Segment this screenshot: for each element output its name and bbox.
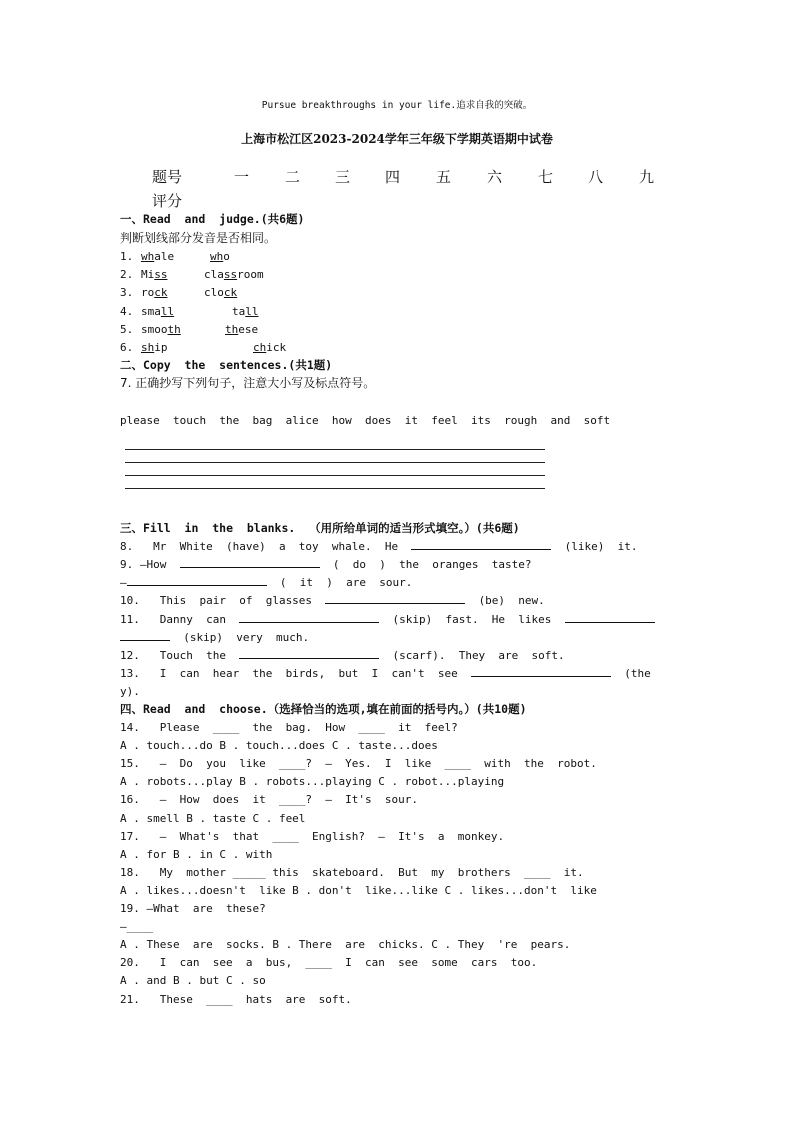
word-part: smoo [141,322,168,336]
q13-text-a: 13. I can hear the birds, but I can't see [120,667,458,680]
score-col-5: 五 [436,168,452,186]
judge-item [120,266,264,284]
word-part: ese [238,322,259,336]
underlined-letters: ck [154,286,168,300]
score-col-3: 三 [335,168,351,186]
word-part: ip [154,341,168,354]
question-9a [120,556,532,574]
judge-item-number: 1. [120,250,134,263]
q12-text-b: (scarf). They are soft. [392,649,565,662]
q11-blank-2b[interactable] [120,629,170,641]
question-12 [120,647,565,665]
word-part: ta [232,304,246,318]
score-header-label: 题号 [152,168,183,186]
underlined-letters: ll [160,304,175,318]
section4-heading: 四、Read and choose.（选择恰当的选项,填在前面的括号内。）(共10题) [120,702,527,716]
underlined-letters: ss [223,268,238,282]
underlined-letters: wh [210,250,224,263]
judge-word-2 [204,266,264,284]
q12-text-a: 12. Touch the [120,649,226,662]
word-part: ro [141,286,155,300]
judge-item [120,339,287,357]
section1-heading: 一、Read and judge.(共6题) [120,212,305,226]
underlined-letters: ch [253,341,267,354]
judge-word-2 [210,248,230,266]
underlined-letters: ss [154,268,168,282]
writing-line-1[interactable] [125,449,545,450]
judge-word-1 [141,321,181,339]
q10-text-a: 10. This pair of glasses [120,594,313,607]
q13-text-b: (the [624,667,651,680]
choice-question: 19. —What are these? [120,902,266,915]
underlined-letters: sh [141,341,155,354]
section2-heading: 二、Copy the sentences.(共1题) [120,358,333,372]
score-col-9: 九 [639,168,655,186]
underlined-letters: ck [223,286,238,300]
judge-item [120,321,259,339]
q9-text-b: ( do ) the oranges taste? [332,558,532,571]
judge-word-1 [141,284,168,302]
judge-word-2 [204,284,237,302]
word-part: ale [154,250,175,263]
judge-word-2 [225,321,258,339]
q9b-text-b: ( it ) are sour. [279,576,413,589]
score-col-7: 七 [538,168,554,186]
judge-item-number: 3. [120,286,134,300]
q8-text-a: 8. Mr White (have) a toy whale. He [120,540,399,553]
judge-word-1 [141,339,168,357]
judge-word-1 [141,303,174,321]
question-11a [120,611,655,629]
question-13b: y). [120,685,140,698]
judge-item-number: 5. [120,322,134,336]
question-13a [120,665,651,683]
judge-item-number: 2. [120,268,134,282]
word-part: Mi [141,268,155,282]
word-part: sma [141,304,161,318]
word-part: clo [204,286,224,300]
choice-question: 21. These ____ hats are soft. [120,992,352,1006]
judge-item [120,284,238,302]
word-part: room [237,268,264,282]
q10-blank[interactable] [325,592,465,604]
q11-text-b: (skip) fast. He likes [392,613,552,626]
choice-options: A . likes...doesn't like B . don't like...like C . likes...don't like [120,883,597,897]
q11-text-a: 11. Danny can [120,613,226,626]
question-11b [120,629,309,647]
writing-line-3[interactable] [125,475,545,476]
score-col-2: 二 [285,168,301,186]
choice-question: 17. — What's that ____ English? — It's a monkey. [120,829,505,843]
question-9b [120,574,412,592]
q11-blank-2a[interactable] [565,611,655,623]
judge-item [120,303,259,321]
score-col-6: 六 [487,168,503,186]
writing-line-4[interactable] [125,488,545,489]
q9-blank-1[interactable] [180,556,320,568]
score-col-8: 八 [588,168,604,186]
judge-word-1 [141,266,168,284]
q11b-text: (skip) very much. [183,631,310,644]
choice-question: 20. I can see a bus, ____ I can see some cars too. [120,956,538,970]
judge-word-2 [232,303,259,321]
word-part: o [223,250,230,263]
choice-question: 18. My mother _____ this skateboard. But my brothers ____ it. [120,865,584,879]
underlined-letters: th [225,322,239,336]
question-10 [120,592,545,610]
score-col-4: 四 [385,168,401,186]
judge-item-number: 6. [120,341,134,354]
motto: Pursue breakthroughs in your life.追求自我的突破。 [261,100,533,111]
judge-item [120,248,230,266]
q11-blank-1[interactable] [239,611,379,623]
choice-options: A . for B . in C . with [120,847,273,861]
underlined-letters: wh [141,250,155,263]
writing-line-2[interactable] [125,462,545,463]
q12-blank[interactable] [239,647,379,659]
word-part: cla [204,268,224,282]
underlined-letters: th [167,322,181,336]
choice-options: A . touch...do B . touch...does C . taste...does [120,739,438,753]
question-8 [120,538,638,556]
judge-word-2 [253,339,286,357]
choice-options: A . and B . but C . so [120,974,266,988]
section2-instruction: 7. 正确抄写下列句子，注意大小写及标点符号。 [120,376,376,390]
choice-options: A . robots...play B . robots...playing C . robot...playing [120,775,505,789]
q8-text-b: (like) it. [564,540,638,553]
choice-question: 16. — How does it ____? — It's sour. [120,793,419,807]
choice-options: A . These are socks. B . There are chicks. C . They 're pears. [120,938,571,952]
judge-item-number: 4. [120,304,134,318]
q9-blank-2[interactable] [127,574,267,586]
choice-question: —____ [120,920,154,934]
choice-question: 15. — Do you like ____? — Yes. I like ____ with the robot. [120,757,597,771]
q8-blank[interactable] [411,538,551,550]
judge-word-1 [141,248,174,266]
q9b-text-a: — [120,576,127,589]
choice-question: 14. Please ____ the bag. How ____ it feel? [120,721,458,734]
q13-blank[interactable] [471,665,611,677]
section1-instruction: 判断划线部分发音是否相同。 [120,231,277,245]
exam-title: 上海市松江区2023-2024学年三年级下学期英语期中试卷 [241,132,553,146]
q10-text-b: (be) new. [478,594,545,607]
section3-heading: 三、Fill in the blanks. （用所给单词的适当形式填空。）(共6题) [120,521,520,535]
score-col-1: 一 [234,168,250,186]
word-part: ick [266,341,287,354]
score-row-label: 评分 [152,192,183,210]
copy-sentence: please touch the bag alice how does it feel its rough and soft [120,414,611,427]
choice-options: A . smell B . taste C . feel [120,811,306,825]
q9-text-a: 9. —How [120,558,167,571]
underlined-letters: ll [245,304,259,318]
